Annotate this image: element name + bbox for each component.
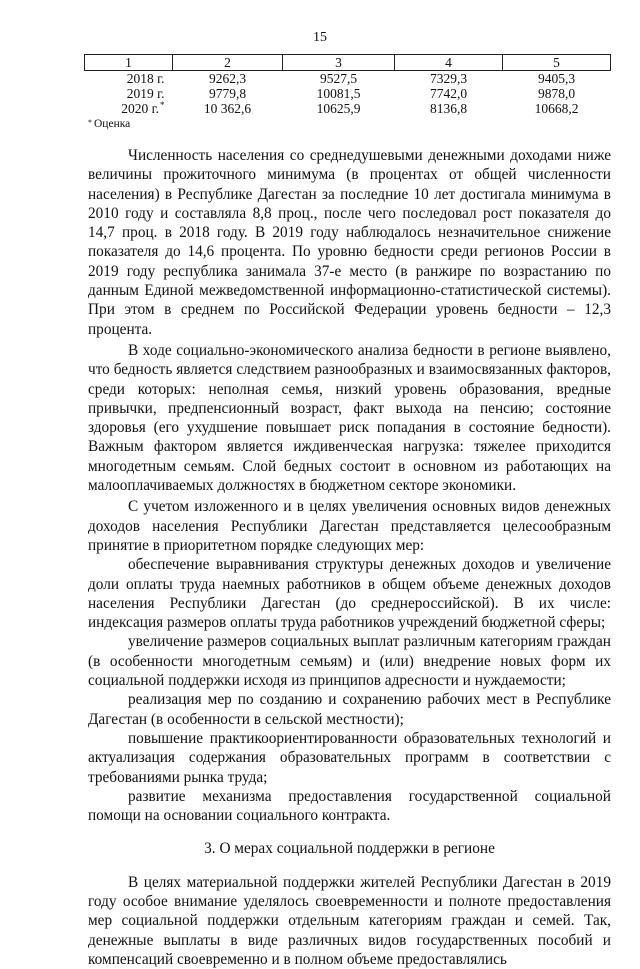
table-cell: 10 362,6	[203, 101, 252, 116]
table-row	[85, 101, 611, 116]
table-header-cell: 1	[85, 55, 173, 71]
paragraph: В ходе социально-экономического анализа бедности в регионе выявлено, что бедность является следствием разнообразных и взаимосвязанных факторов, среди которых: неполная семья, низкий уровень образования, вредные привычки, предпенсионный возраст, факт выхода на пенсию; состояние здоровья (его ухудшение повышает риск попадания в состояние бедности). Важным фактором является иждивенческая нагрузка: тяжелее приходится многодетным семьям. Слой бедных состоит в основном из работающих на малооплачиваемых должностях в бюджетном секторе экономики.	[88, 341, 611, 495]
table-cell: 7329,3	[429, 71, 468, 86]
table-cell: 9262,3	[208, 71, 247, 86]
list-item: увеличение размеров социальных выплат различным категориям граждан (в особенности многодетным семьям) и (или) внедрение новых форм их социальной поддержки исходя из принципов адресности и нуждаемости;	[88, 633, 611, 690]
income-table	[84, 54, 611, 116]
estimate-mark: *	[160, 100, 165, 110]
table-row	[85, 86, 611, 101]
list-item: развитие механизма предоставления государственной социальной помощи на основании социального контракта.	[88, 787, 611, 825]
table-cell: 9527,5	[319, 71, 358, 86]
list-item: повышение практикоориентированности образовательных технологий и актуализация содержания образовательных программ в соответствии с требованиями рынка труда;	[88, 729, 611, 786]
table-cell: 8136,8	[429, 101, 468, 116]
table-header-cell: 2	[173, 55, 283, 71]
table-cell: 10668,2	[534, 101, 579, 116]
list-item: реализация мер по созданию и сохранению рабочих мест в Республике Дагестан (в особенности в сельской местности);	[88, 691, 611, 728]
table-header-cell: 3	[283, 55, 395, 71]
year-cell: 2020 г.*	[121, 100, 165, 116]
body-text	[88, 146, 611, 969]
table-header-cell: 5	[503, 55, 611, 71]
table-cell: 10625,9	[316, 101, 361, 116]
list-item: обеспечение выравнивания структуры денежных доходов и увеличение доли оплаты труда наемных работников в общем объеме денежных доходов населения Республики Дагестан (до среднероссийской). В их числе: индексация размеров оплаты труда работников учреждений бюджетной сферы;	[88, 556, 611, 632]
year-cell: 2019 г.	[126, 86, 165, 101]
table-footnote	[88, 118, 130, 130]
footnote-text: Оценка	[94, 118, 131, 130]
table-cell: 7742,0	[429, 86, 468, 101]
page-number: 15	[313, 30, 327, 45]
paragraph: В целях материальной поддержки жителей Республики Дагестан в 2019 году особое внимание уделялось своевременности и полноте предоставления мер социальной поддержки отдельным категориям граждан и семей. Так, денежные выплаты в виде различных видов государственных пособий и компенсаций своевременно и в полном объеме предоставлялись	[88, 873, 611, 968]
footnote-mark: *	[88, 118, 92, 127]
table-cell: 9405,3	[537, 71, 576, 86]
table-cell: 9878,0	[537, 86, 576, 101]
table-cell: 10081,5	[316, 86, 361, 101]
table-row	[85, 71, 611, 87]
paragraph: С учетом изложенного и в целях увеличения основных видов денежных доходов населения Республики Дагестан представляется целесообразным принятие в приоритетном порядке следующих мер:	[88, 498, 611, 554]
table-header-cell: 4	[395, 55, 503, 71]
paragraph: Численность населения со среднедушевыми денежными доходами ниже величины прожиточного минимума (в процентах от общей численности населения) в Республике Дагестан за последние 10 лет достигала минимума в 2010 году и составляла 8,8 проц., после чего последовал рост показателя до 14,7 проц. в 2018 году. В 2019 году наблюдалось незначительное снижение показателя до 14,6 процента. По уровню бедности среди регионов России в 2019 году республика занимала 37-е место (в ранжире по возрастанию по данным Единой межведомственной информационно-статистической системы). При этом в среднем по Российской Федерации уровень бедности – 12,3 процента.	[88, 147, 611, 338]
year-cell: 2018 г.	[126, 71, 165, 86]
table-cell: 9779,8	[208, 86, 247, 101]
section-title: 3. О мерах социальной поддержки в регионе	[204, 840, 495, 858]
table-header-row	[85, 55, 611, 71]
